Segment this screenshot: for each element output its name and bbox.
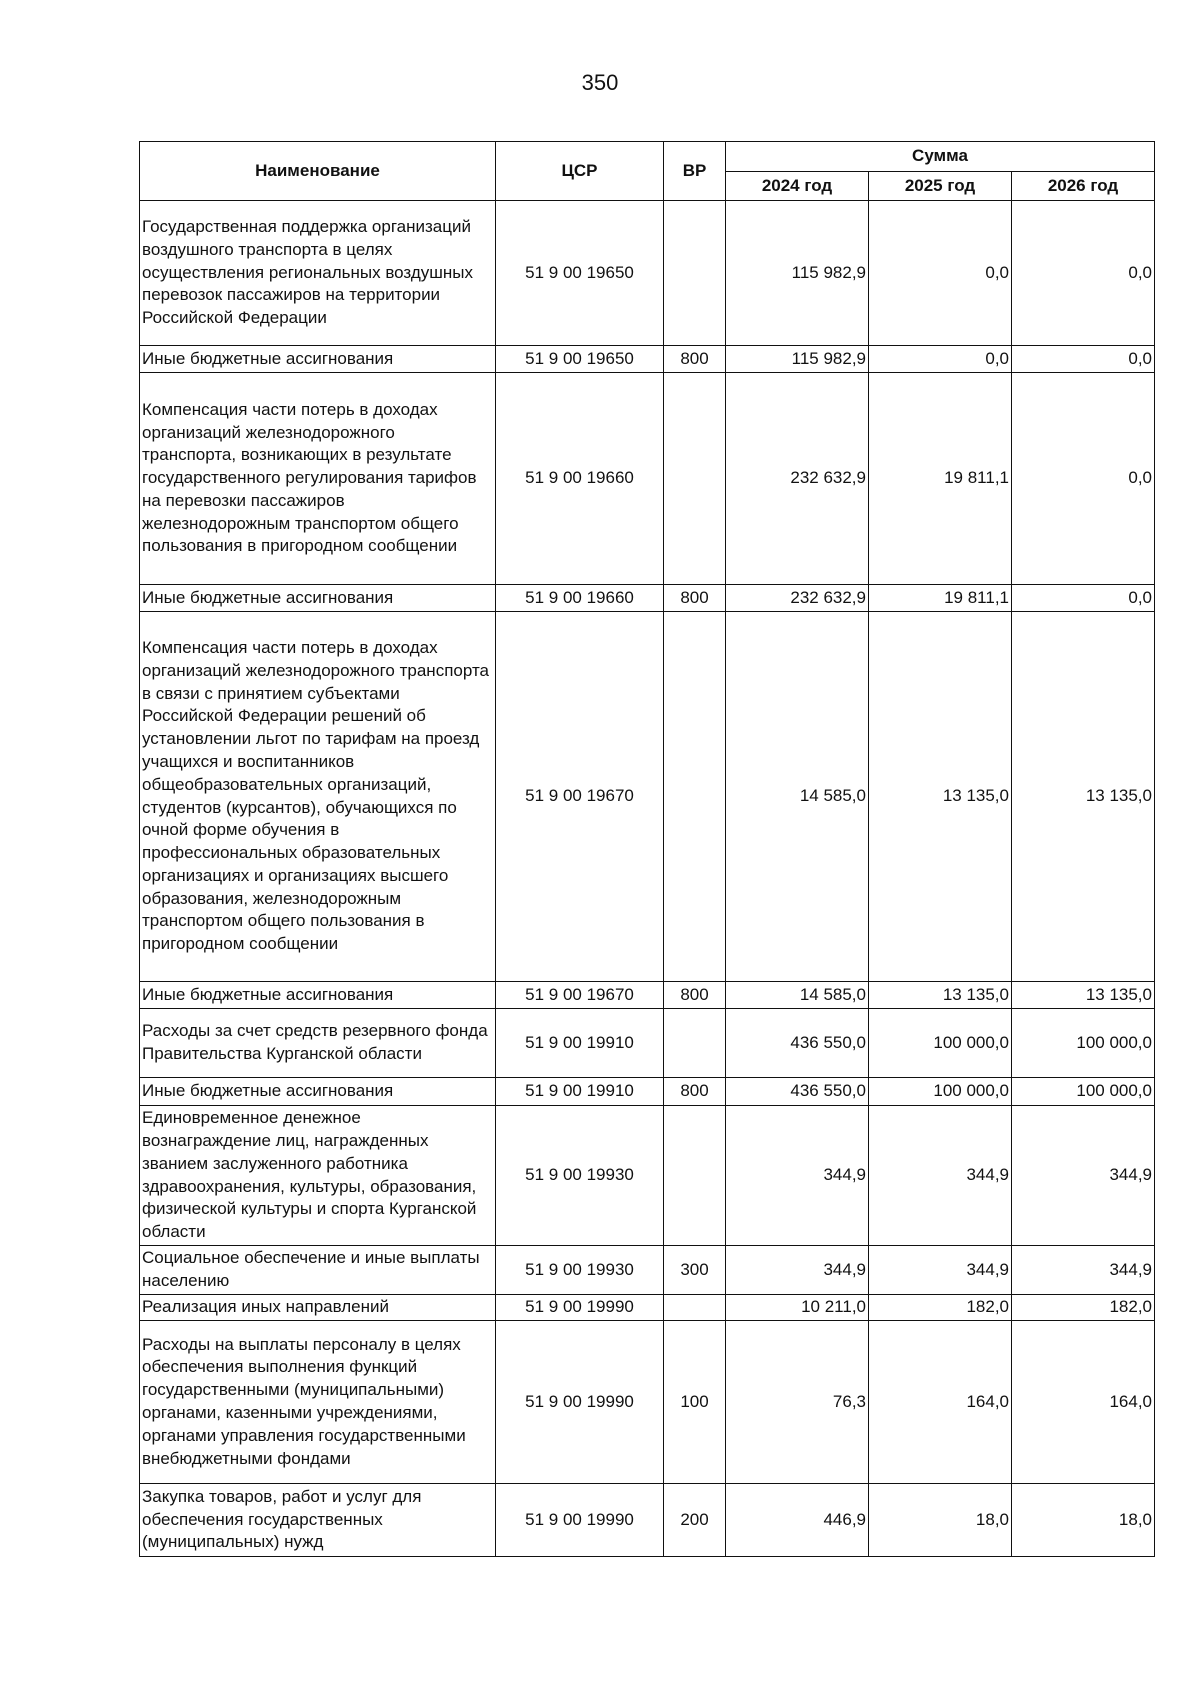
row-2024: 446,9 [726,1484,869,1557]
row-vr [664,1295,726,1321]
row-2026: 0,0 [1012,201,1155,346]
row-name: Иные бюджетные ассигнования [140,585,496,612]
row-name: Расходы на выплаты персоналу в целях обеспечения выполнения функций государственными (муниципальными) органами, казенными учреждениями, органами управления государственными внебюджетными фондами [140,1321,496,1484]
row-name: Государственная поддержка организаций воздушного транспорта в целях осуществления региональных воздушных перевозок пассажиров на территории Российской Федерации [140,201,496,346]
header-vr: ВР [664,142,726,201]
row-2024: 344,9 [726,1106,869,1246]
row-csr: 51 9 00 19930 [496,1246,664,1295]
row-2025: 13 135,0 [869,612,1012,982]
row-name: Компенсация части потерь в доходах организаций железнодорожного транспорта в связи с принятием субъектами Российской Федерации решений об установлении льгот по тарифам на проезд учащихся и воспитанников общеобразовательных организаций, студентов (курсантов), обучающихся по очной форме обучения в профессиональных образовательных организациях и организациях высшего образования, железнодорожным транспортом общего пользования в пригородном сообщении [140,612,496,982]
row-vr [664,1106,726,1246]
row-name: Единовременное денежное вознаграждение лиц, награжденных званием заслуженного работника здравоохранения, культуры, образования, физической культуры и спорта Курганской области [140,1106,496,1246]
row-csr: 51 9 00 19660 [496,585,664,612]
budget-table [139,141,1155,1557]
table-row [140,1295,1155,1321]
row-2024: 76,3 [726,1321,869,1484]
header-sum: Сумма [726,142,1155,172]
row-csr: 51 9 00 19990 [496,1484,664,1557]
row-2024: 14 585,0 [726,982,869,1009]
row-name: Закупка товаров, работ и услуг для обеспечения государственных (муниципальных) нужд [140,1484,496,1557]
row-csr: 51 9 00 19660 [496,373,664,585]
table-row [140,585,1155,612]
row-name: Компенсация части потерь в доходах организаций железнодорожного транспорта, возникающих в результате государственного регулирования тарифов на перевозки пассажиров железнодорожным транспортом общего пользования в пригородном сообщении [140,373,496,585]
row-2025: 100 000,0 [869,1009,1012,1078]
row-vr [664,201,726,346]
header-row-top [140,142,1155,172]
table-row [140,1078,1155,1106]
row-2025: 18,0 [869,1484,1012,1557]
row-csr: 51 9 00 19990 [496,1321,664,1484]
table-row [140,612,1155,982]
row-name: Расходы за счет средств резервного фонда Правительства Курганской области [140,1009,496,1078]
row-name: Иные бюджетные ассигнования [140,346,496,373]
header-year-2026: 2026 год [1012,172,1155,201]
table-row [140,1321,1155,1484]
row-vr: 100 [664,1321,726,1484]
row-csr: 51 9 00 19650 [496,346,664,373]
table-row [140,1009,1155,1078]
row-csr: 51 9 00 19670 [496,982,664,1009]
row-2024: 232 632,9 [726,585,869,612]
row-2025: 182,0 [869,1295,1012,1321]
row-csr: 51 9 00 19670 [496,612,664,982]
row-2026: 18,0 [1012,1484,1155,1557]
row-2026: 164,0 [1012,1321,1155,1484]
row-2026: 100 000,0 [1012,1009,1155,1078]
row-2026: 182,0 [1012,1295,1155,1321]
table-row [140,373,1155,585]
row-2024: 115 982,9 [726,201,869,346]
row-csr: 51 9 00 19910 [496,1009,664,1078]
row-2025: 19 811,1 [869,585,1012,612]
row-2026: 344,9 [1012,1106,1155,1246]
row-name: Иные бюджетные ассигнования [140,982,496,1009]
row-2025: 0,0 [869,201,1012,346]
row-2025: 100 000,0 [869,1078,1012,1106]
table-row [140,1106,1155,1246]
table-row [140,1484,1155,1557]
header-year-2024: 2024 год [726,172,869,201]
row-2026: 100 000,0 [1012,1078,1155,1106]
row-2026: 13 135,0 [1012,612,1155,982]
row-vr: 200 [664,1484,726,1557]
row-2024: 344,9 [726,1246,869,1295]
row-2026: 0,0 [1012,585,1155,612]
table-row [140,346,1155,373]
table-row [140,982,1155,1009]
row-2024: 436 550,0 [726,1078,869,1106]
row-2026: 344,9 [1012,1246,1155,1295]
row-csr: 51 9 00 19910 [496,1078,664,1106]
row-2024: 14 585,0 [726,612,869,982]
row-name: Иные бюджетные ассигнования [140,1078,496,1106]
row-vr: 300 [664,1246,726,1295]
row-name: Социальное обеспечение и иные выплаты населению [140,1246,496,1295]
row-2024: 436 550,0 [726,1009,869,1078]
row-2025: 344,9 [869,1106,1012,1246]
row-2025: 13 135,0 [869,982,1012,1009]
table-row [140,201,1155,346]
header-year-2025: 2025 год [869,172,1012,201]
header-csr: ЦСР [496,142,664,201]
row-2025: 19 811,1 [869,373,1012,585]
row-vr [664,612,726,982]
row-2024: 10 211,0 [726,1295,869,1321]
row-2025: 0,0 [869,346,1012,373]
row-2026: 0,0 [1012,373,1155,585]
row-vr: 800 [664,585,726,612]
row-csr: 51 9 00 19930 [496,1106,664,1246]
row-csr: 51 9 00 19990 [496,1295,664,1321]
row-2024: 115 982,9 [726,346,869,373]
table-row [140,1246,1155,1295]
header-name: Наименование [140,142,496,201]
row-2026: 13 135,0 [1012,982,1155,1009]
page-number: 350 [581,70,619,95]
row-csr: 51 9 00 19650 [496,201,664,346]
row-vr: 800 [664,1078,726,1106]
row-2025: 344,9 [869,1246,1012,1295]
row-2024: 232 632,9 [726,373,869,585]
row-name: Реализация иных направлений [140,1295,496,1321]
row-vr [664,1009,726,1078]
row-vr: 800 [664,346,726,373]
row-2026: 0,0 [1012,346,1155,373]
row-vr: 800 [664,982,726,1009]
row-2025: 164,0 [869,1321,1012,1484]
row-vr [664,373,726,585]
